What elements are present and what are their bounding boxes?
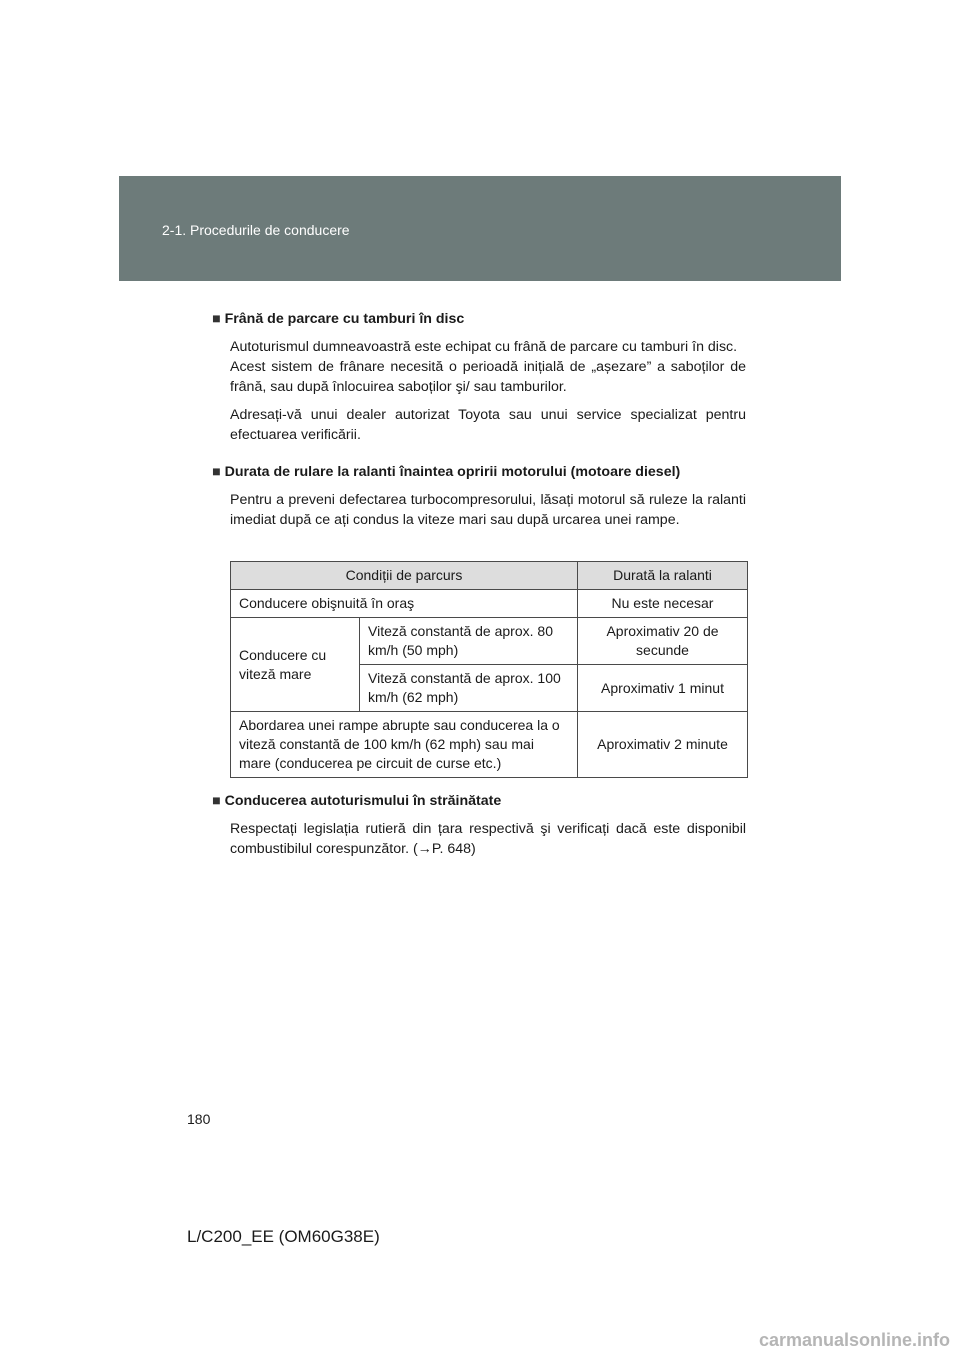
paragraph: Pentru a preveni defectarea turbocompresorului, lăsați motorul să ruleze la ralanti imediat după ce ați condus la viteze mari sau după urcarea unei rampe. [230, 492, 746, 528]
table-cell: Aproximativ 20 de secunde Aproximativ 1 minut [578, 618, 748, 712]
table-cell: Nu este necesar [578, 590, 748, 618]
table-cell: Viteză constantă de aprox. 100 km/h (62 mph) [368, 670, 561, 705]
section-heading: ■ Frână de parcare cu tamburi în disc [212, 311, 465, 327]
column-header: Durată la ralanti [578, 562, 748, 590]
section-abroad [212, 791, 746, 867]
paragraph: Respectați legislația rutieră din țara respectivă şi verificați dacă este disponibil combustibilul corespunzător. (→P. 648) [230, 821, 746, 857]
square-bullet-icon: ■ [212, 793, 221, 809]
table-cell: Viteză constantă de aprox. 80 km/h (50 mph) [360, 618, 578, 665]
table-row [231, 712, 748, 778]
square-bullet-icon: ■ [212, 464, 221, 480]
section-heading: ■ Durata de rulare la ralanti înaintea opririi motorului (motoare diesel) [212, 464, 681, 480]
paragraph: Autoturismul dumneavoastră este echipat cu frână de parcare cu tamburi în disc. Acest sistem de frânare necesită o perioadă inițială de „așezare” a saboților de frână, sau după înlocuirea saboților şi/ sau tamburilor. [230, 339, 746, 395]
section-header-band [119, 176, 841, 281]
table-cell: Abordarea unei rampe abrupte sau conducerea la o viteză constantă de 100 km/h (62 mph) sau mai mare (conducerea pe circuit de curse etc.) [231, 712, 578, 778]
section-heading: ■ Conducerea autoturismului în străinătate [212, 793, 502, 809]
table-cell: Conducere cu viteză mare [231, 618, 360, 711]
table-cell: Aproximativ 2 minute [578, 712, 748, 778]
section-title: 2-1. Procedurile de conducere [162, 222, 350, 238]
watermark: carmanualsonline.info [758, 1330, 950, 1350]
paragraph: Adresați-vă unui dealer autorizat Toyota sau unui service specializat pentru efectuarea verificării. [230, 407, 746, 443]
section-idling [212, 462, 746, 538]
table-header-row [231, 562, 748, 590]
square-bullet-icon: ■ [212, 311, 221, 327]
section-drum-brake [212, 309, 746, 453]
table-row [231, 618, 748, 712]
page-number: 180 [187, 1111, 211, 1127]
column-header: Condiții de parcurs [231, 562, 578, 590]
table-row [231, 590, 748, 618]
table-cell: Conducere obişnuită în oraş [231, 590, 578, 618]
table-cell [231, 618, 578, 712]
document-code: L/C200_EE (OM60G38E) [187, 1227, 380, 1246]
idling-table [230, 561, 748, 778]
